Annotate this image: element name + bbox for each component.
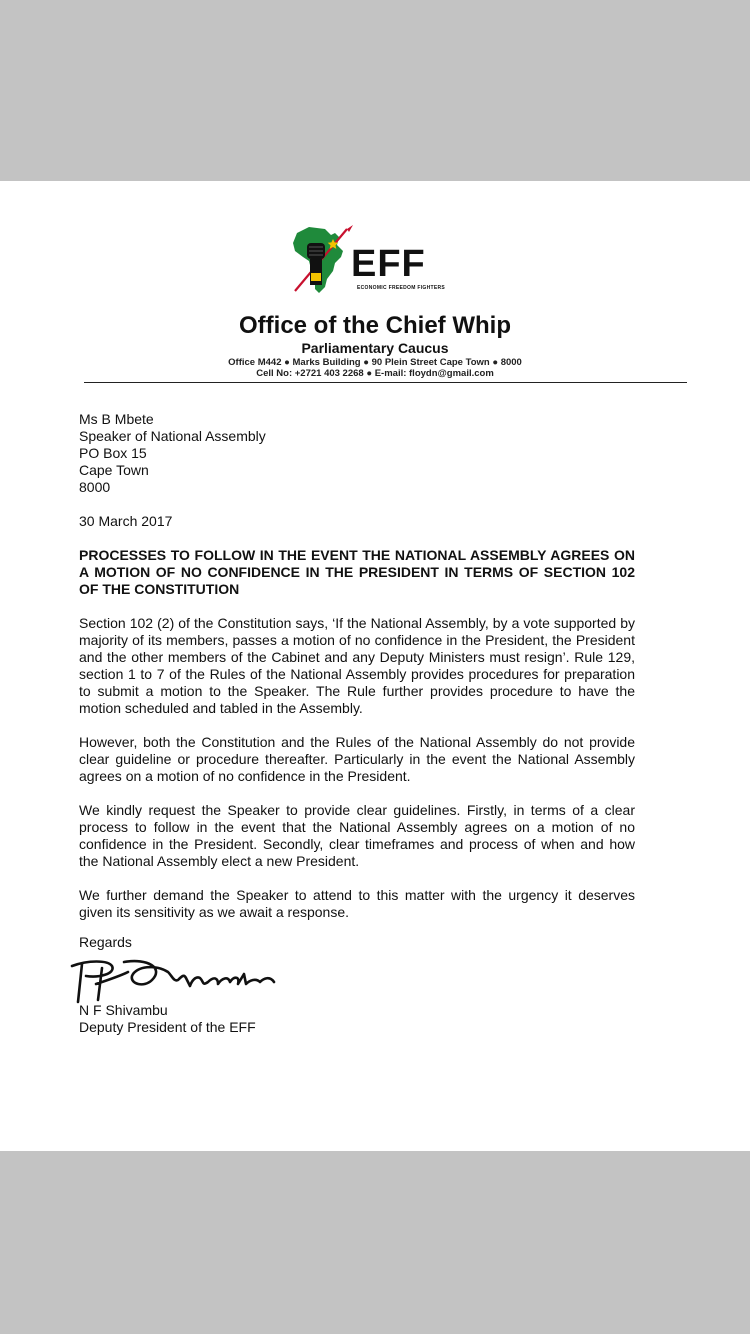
logo-wordmark: EFF bbox=[351, 243, 426, 285]
eff-logo bbox=[285, 221, 446, 301]
recipient-city: Cape Town bbox=[79, 462, 149, 478]
paragraph-3: We kindly request the Speaker to provide clear guidelines. Firstly, in terms of a clear process to follow in the event that the National Assembly agrees on a motion of no confidence in the President. Secondly, clear timeframes and process of when and how the National Assembly elect a new President. bbox=[79, 802, 635, 869]
viewer-top-band bbox=[0, 0, 750, 181]
paragraph-1: Section 102 (2) of the Constitution says, ‘If the National Assembly, by a vote supported by majority of its members, passes a motion of no confidence in the President, the President and the other members of the Cabinet and any Deputy Ministers must resign’. Rule 129, section 1 to 7 of the Rules of the National Assembly provides procedures for preparation to submit a motion to the Speaker. The Rule further provides procedure to have the motion scheduled and tabled in the Assembly. bbox=[79, 615, 635, 716]
letterhead-address: Office M442 ● Marks Building ● 90 Plein Street Cape Town ● 8000 bbox=[228, 357, 522, 368]
signatory-title: Deputy President of the EFF bbox=[79, 1019, 256, 1035]
recipient-postcode: 8000 bbox=[79, 479, 111, 495]
recipient-title: Speaker of National Assembly bbox=[79, 428, 266, 444]
letterhead-title: Office of the Chief Whip bbox=[239, 312, 511, 339]
letter-date: 30 March 2017 bbox=[79, 513, 173, 529]
handwritten-signature bbox=[68, 954, 288, 1009]
header-divider bbox=[84, 382, 687, 383]
recipient-po-box: PO Box 15 bbox=[79, 445, 147, 461]
viewer-bottom-band bbox=[0, 1151, 750, 1334]
closing-salutation: Regards bbox=[79, 934, 132, 950]
signatory-name: N F Shivambu bbox=[79, 1002, 168, 1018]
logo-tagline: ECONOMIC FREEDOM FIGHTERS bbox=[357, 285, 446, 291]
paragraph-4: We further demand the Speaker to attend to this matter with the urgency it deserves given its sensitivity as we await a response. bbox=[79, 887, 635, 920]
letterhead-contact: Cell No: +2721 403 2268 ● E-mail: floydn@gmail.com bbox=[256, 368, 494, 379]
letter-page bbox=[0, 181, 750, 1151]
letterhead-subtitle: Parliamentary Caucus bbox=[301, 340, 449, 356]
letter-subject: PROCESSES TO FOLLOW IN THE EVENT THE NATIONAL ASSEMBLY AGREES ON A MOTION OF NO CONFIDENCE IN THE PRESIDENT IN TERMS OF SECTION 102 OF THE CONSTITUTION bbox=[79, 547, 635, 597]
paragraph-2: However, both the Constitution and the Rules of the National Assembly do not provide clear guideline or procedure thereafter. Particularly in the event the National Assembly agrees on a motion of no confidence in the President. bbox=[79, 734, 635, 784]
recipient-name: Ms B Mbete bbox=[79, 411, 154, 427]
